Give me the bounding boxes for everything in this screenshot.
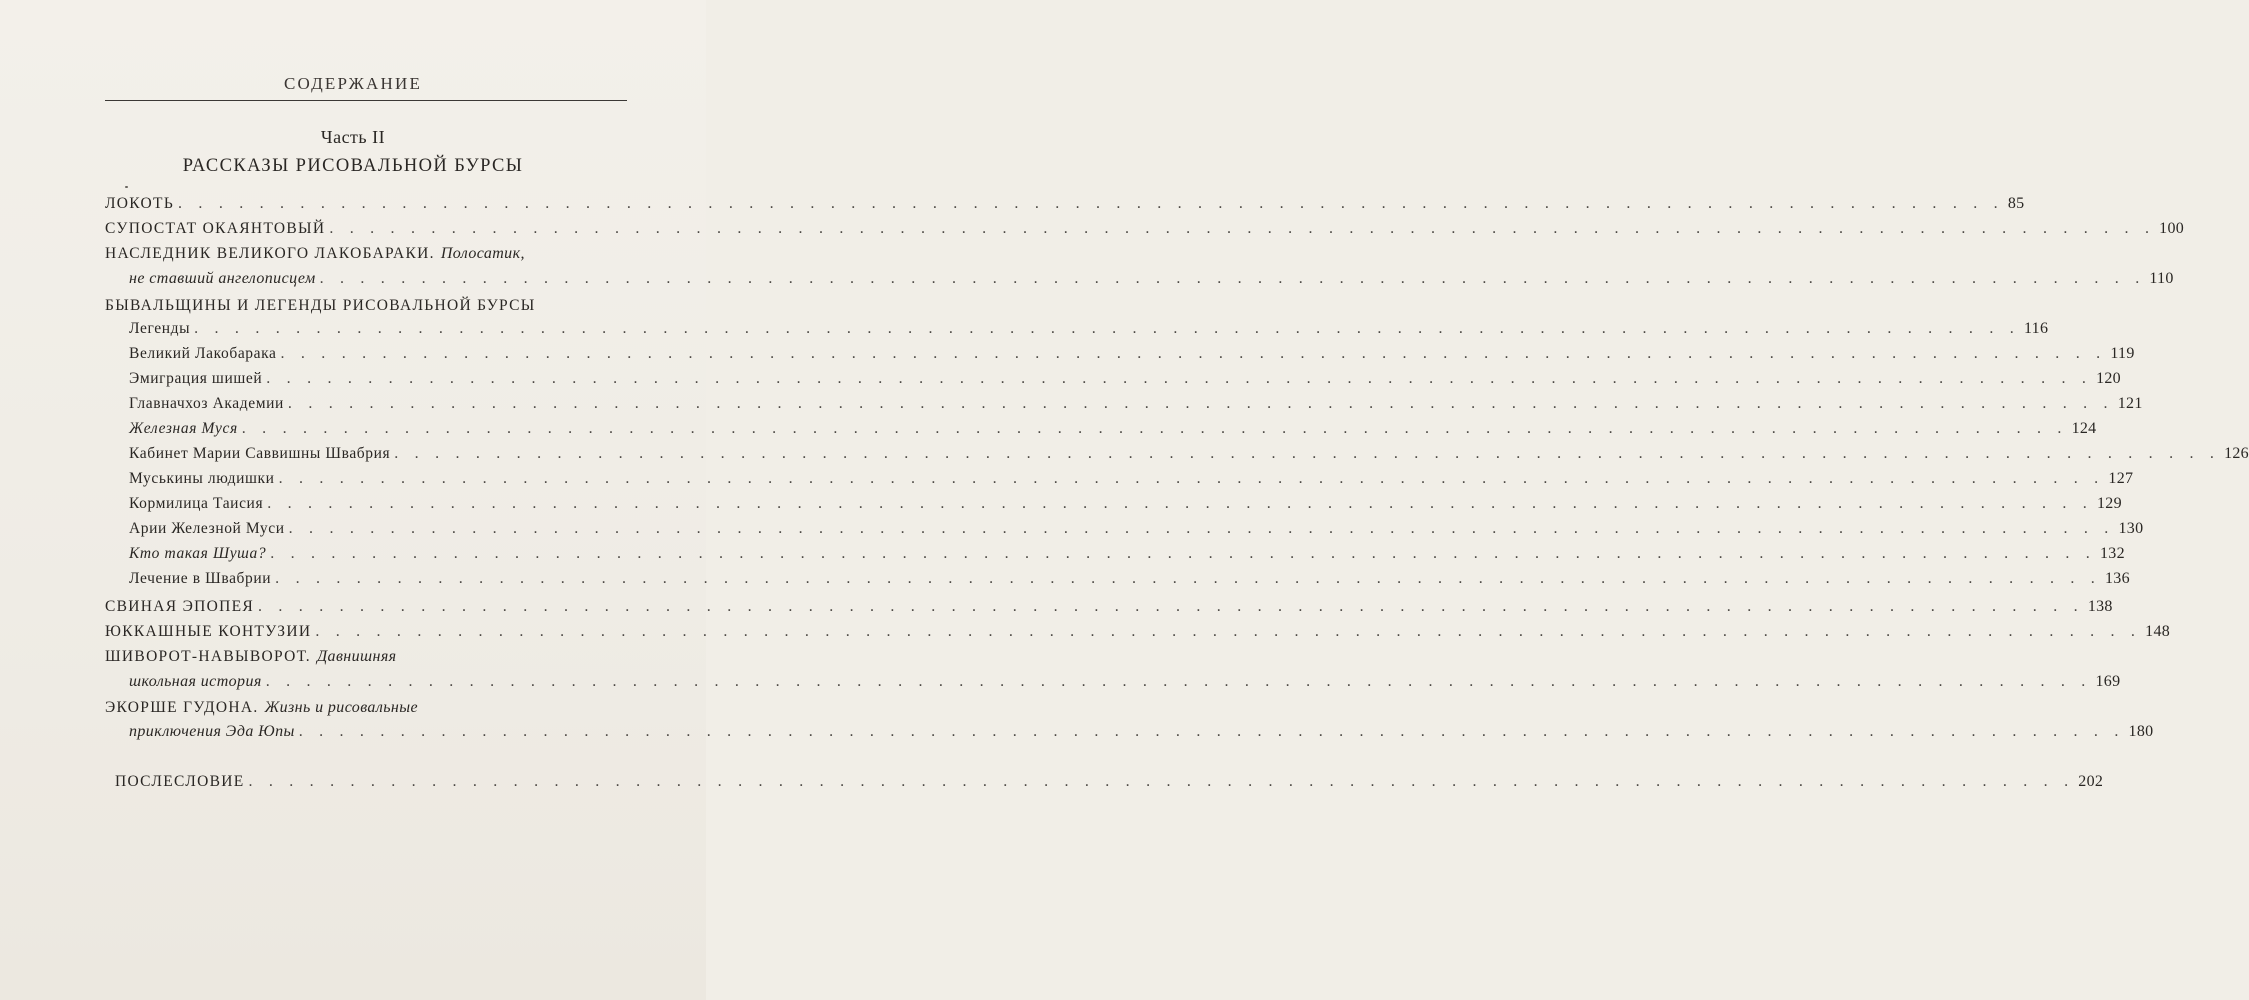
toc-entry-title: ПОСЛЕСЛОВИЕ: [115, 773, 245, 790]
toc-entry-title: СУПОСТАТ ОКАЯНТОВЫЙ: [105, 220, 326, 237]
dot-leader: . . . . . . . . . . . . . . . . . . . . . . . . . . . . . . . . . . . . . . . . . . . . . . . . . . . . . . . . . . . . . . . . . . . . . . . . . . . . . . . . . . . . . . . . . .: [280, 345, 2107, 362]
dot-leader: . . . . . . . . . . . . . . . . . . . . . . . . . . . . . . . . . . . . . . . . . . . . . . . . . . . . . . . . . . . . . . . . . . . . . . . . . . . . . . . . . . . . . . . . . .: [266, 370, 2093, 387]
toc-subentry-title: Муськины людишки: [129, 470, 275, 487]
toc-subentry-page: 126: [2224, 445, 2249, 462]
toc-entry[interactable]: [105, 245, 627, 269]
dot-leader: . . . . . . . . . . . . . . . . . . . . . . . . . . . . . . . . . . . . . . . . . . . . . . . . . . . . . . . . . . . . . . . . . . . . . . . . . . . . . . . . . . . . . . . . . .: [194, 320, 2020, 337]
dot-leader: . . . . . . . . . . . . . . . . . . . . . . . . . . . . . . . . . . . . . . . . . . . . . . . . . . . . . . . . . . . . . . . . . . . . . . . . . . . . . . . . . . . . . . . . . .: [394, 445, 2221, 462]
toc-subentry-page: 127: [2108, 470, 2134, 487]
toc-entry-title: ЛОКОТЬ: [105, 195, 175, 212]
part-title: РАССКАЗЫ РИСОВАЛЬНОЙ БУРСЫ: [182, 156, 524, 176]
dot-leader: . . . . . . . . . . . . . . . . . . . . . . . . . . . . . . . . . . . . . . . . . . . . . . . . . . . . . . . . . . . . . . . . . . . . . . . . . . . . . . . . . . . . . . . . . .: [258, 598, 2084, 615]
toc-section-title: БЫВАЛЬЩИНЫ И ЛЕГЕНДЫ РИСОВАЛЬНОЙ БУРСЫ: [105, 297, 536, 314]
toc-subentry-title: Легенды: [129, 320, 191, 337]
toc-subentry-title: Кормилица Таисия: [129, 495, 264, 512]
dot-leader: . . . . . . . . . . . . . . . . . . . . . . . . . . . . . . . . . . . . . . . . . . . . . . . . . . . . . . . . . . . . . . . . . . . . . . . . . . . . . . . . . . . . . . . . . .: [287, 395, 2114, 412]
toc-entry[interactable]: [105, 699, 627, 723]
toc-entry-subtitle: Давнишняя: [316, 648, 397, 665]
dot-leader: . . . . . . . . . . . . . . . . . . . . . . . . . . . . . . . . . . . . . . . . . . . . . . . . . . . . . . . . . . . . . . . . . . . . . . . . . . . . . . . . . . . . . . . . . .: [329, 220, 2156, 237]
toc-entry-page: 100: [2159, 220, 2185, 237]
toc-entry-title: ЭКОРШЕ ГУДОНА.: [105, 699, 259, 716]
toc-entry-subtitle: Полосатик,: [440, 245, 525, 262]
toc-subentry[interactable]: [129, 420, 2097, 444]
toc-subentry[interactable]: [129, 545, 2125, 569]
toc-subentry-title: Кто такая Шуша?: [129, 545, 267, 562]
toc-entry[interactable]: [105, 220, 2185, 244]
toc-subentry[interactable]: [129, 320, 2049, 344]
toc-entry-page: 169: [2095, 673, 2121, 690]
toc-entry-title: ЮККАШНЫЕ КОНТУЗИИ: [105, 623, 312, 640]
toc-subentry-title: Лечение в Швабрии: [129, 570, 272, 587]
dot-leader: . . . . . . . . . . . . . . . . . . . . . . . . . . . . . . . . . . . . . . . . . . . . . . . . . . . . . . . . . . . . . . . . . . . . . . . . . . . . . . . . . . . . . . . . . .: [315, 623, 2142, 640]
toc-subentry-page: 124: [2071, 420, 2097, 437]
toc-subentry[interactable]: [129, 445, 2249, 469]
toc-entry-subtitle: Жизнь и рисовальные: [264, 699, 418, 716]
toc-subentry[interactable]: [129, 495, 2122, 519]
toc-entry[interactable]: [105, 598, 2113, 622]
toc-entry-page: 202: [2078, 773, 2104, 790]
toc-entry-continuation[interactable]: [129, 673, 2121, 697]
toc-subentry[interactable]: [129, 520, 2144, 544]
toc-subentry-title: Эмиграция шишей: [129, 370, 263, 387]
dot-leader: . . . . . . . . . . . . . . . . . . . . . . . . . . . . . . . . . . . . . . . . . . . . . . . . . . . . . . . . . . . . . . . . . . . . . . . . . . . . . . . . . . . . . . . . . .: [270, 545, 2096, 562]
toc-subentry[interactable]: [129, 470, 2134, 494]
toc-subentry-page: 116: [2023, 320, 2049, 337]
toc-subentry[interactable]: [129, 395, 2143, 419]
toc-entry-title: ШИВОРОТ-НАВЫВОРОТ.: [105, 648, 311, 665]
dot-leader: . . . . . . . . . . . . . . . . . . . . . . . . . . . . . . . . . . . . . . . . . . . . . . . . . . . . . . . . . . . . . . . . . . . . . . . . . . . . . . . . . . . . . . . . . .: [178, 195, 2004, 212]
toc-entry-continuation[interactable]: [129, 270, 2174, 294]
toc-subentry[interactable]: [129, 370, 2121, 394]
dot-leader: . . . . . . . . . . . . . . . . . . . . . . . . . . . . . . . . . . . . . . . . . . . . . . . . . . . . . . . . . . . . . . . . . . . . . . . . . . . . . . . . . . . . . . . . . .: [241, 420, 2068, 437]
toc-entry-title: СВИНАЯ ЭПОПЕЯ: [105, 598, 254, 615]
dot-leader: . . . . . . . . . . . . . . . . . . . . . . . . . . . . . . . . . . . . . . . . . . . . . . . . . . . . . . . . . . . . . . . . . . . . . . . . . . . . . . . . . . . . . . . . . .: [298, 723, 2125, 740]
toc-entry-title: НАСЛЕДНИК ВЕЛИКОГО ЛАКОБАРАКИ.: [105, 245, 435, 262]
toc-subentry-page: 120: [2096, 370, 2121, 387]
dot-leader: . . . . . . . . . . . . . . . . . . . . . . . . . . . . . . . . . . . . . . . . . . . . . . . . . . . . . . . . . . . . . . . . . . . . . . . . . . . . . . . . . . . . . . . . . .: [265, 673, 2092, 690]
dot-leader: . . . . . . . . . . . . . . . . . . . . . . . . . . . . . . . . . . . . . . . . . . . . . . . . . . . . . . . . . . . . . . . . . . . . . . . . . . . . . . . . . . . . . . . . . .: [319, 270, 2146, 287]
print-speck: [125, 186, 128, 188]
toc-entry[interactable]: [105, 623, 2171, 647]
toc-subentry-title: Кабинет Марии Саввишны Швабрия: [129, 445, 391, 462]
toc-subentry-page: 136: [2104, 570, 2130, 587]
toc-subentry-page: 119: [2110, 345, 2135, 362]
dot-leader: . . . . . . . . . . . . . . . . . . . . . . . . . . . . . . . . . . . . . . . . . . . . . . . . . . . . . . . . . . . . . . . . . . . . . . . . . . . . . . . . . . . . . . . . . .: [248, 773, 2075, 790]
toc-subentry-page: 130: [2118, 520, 2144, 537]
toc-entry-page: 180: [2128, 723, 2154, 740]
toc-subentry-title: Железная Муся: [129, 420, 238, 437]
toc-section-heading: [105, 297, 627, 321]
toc-entry-page: 110: [2149, 270, 2174, 287]
toc-subentry-page: 132: [2100, 545, 2125, 562]
toc-entry[interactable]: [105, 648, 627, 672]
toc-subentry[interactable]: [129, 570, 2130, 594]
toc-subentry[interactable]: [129, 345, 2135, 369]
toc-entry-continuation[interactable]: [129, 723, 2154, 747]
dot-leader: . . . . . . . . . . . . . . . . . . . . . . . . . . . . . . . . . . . . . . . . . . . . . . . . . . . . . . . . . . . . . . . . . . . . . . . . . . . . . . . . . . . . . . . . . .: [267, 495, 2093, 512]
dot-leader: . . . . . . . . . . . . . . . . . . . . . . . . . . . . . . . . . . . . . . . . . . . . . . . . . . . . . . . . . . . . . . . . . . . . . . . . . . . . . . . . . . . . . . . . . .: [288, 520, 2115, 537]
toc-subentry-title: Арии Железной Муси: [129, 520, 285, 537]
part-label: Часть II: [320, 127, 386, 147]
toc-entry[interactable]: [115, 773, 2104, 797]
toc-entry-subtitle-continued: не ставший ангелописцем: [129, 270, 316, 287]
dot-leader: . . . . . . . . . . . . . . . . . . . . . . . . . . . . . . . . . . . . . . . . . . . . . . . . . . . . . . . . . . . . . . . . . . . . . . . . . . . . . . . . . . . . . . . . . .: [275, 570, 2101, 587]
toc-entry-subtitle-continued: приключения Эда Юпы: [129, 723, 295, 740]
running-head: СОДЕРЖАНИЕ: [283, 74, 423, 93]
toc-subentry-title: Главначхоз Академии: [129, 395, 284, 412]
dot-leader: . . . . . . . . . . . . . . . . . . . . . . . . . . . . . . . . . . . . . . . . . . . . . . . . . . . . . . . . . . . . . . . . . . . . . . . . . . . . . . . . . . . . . . . . . .: [278, 470, 2105, 487]
toc-subentry-page: 121: [2117, 395, 2143, 412]
toc-entry-subtitle-continued: школьная история: [129, 673, 262, 690]
toc-subentry-page: 129: [2097, 495, 2122, 512]
toc-entry[interactable]: [105, 195, 2025, 219]
toc-entry-page: 138: [2087, 598, 2113, 615]
toc-subentry-title: Великий Лакобарака: [129, 345, 277, 362]
header-rule: [105, 100, 627, 101]
toc-entry-page: 85: [2007, 195, 2025, 212]
toc-entry-page: 148: [2145, 623, 2171, 640]
